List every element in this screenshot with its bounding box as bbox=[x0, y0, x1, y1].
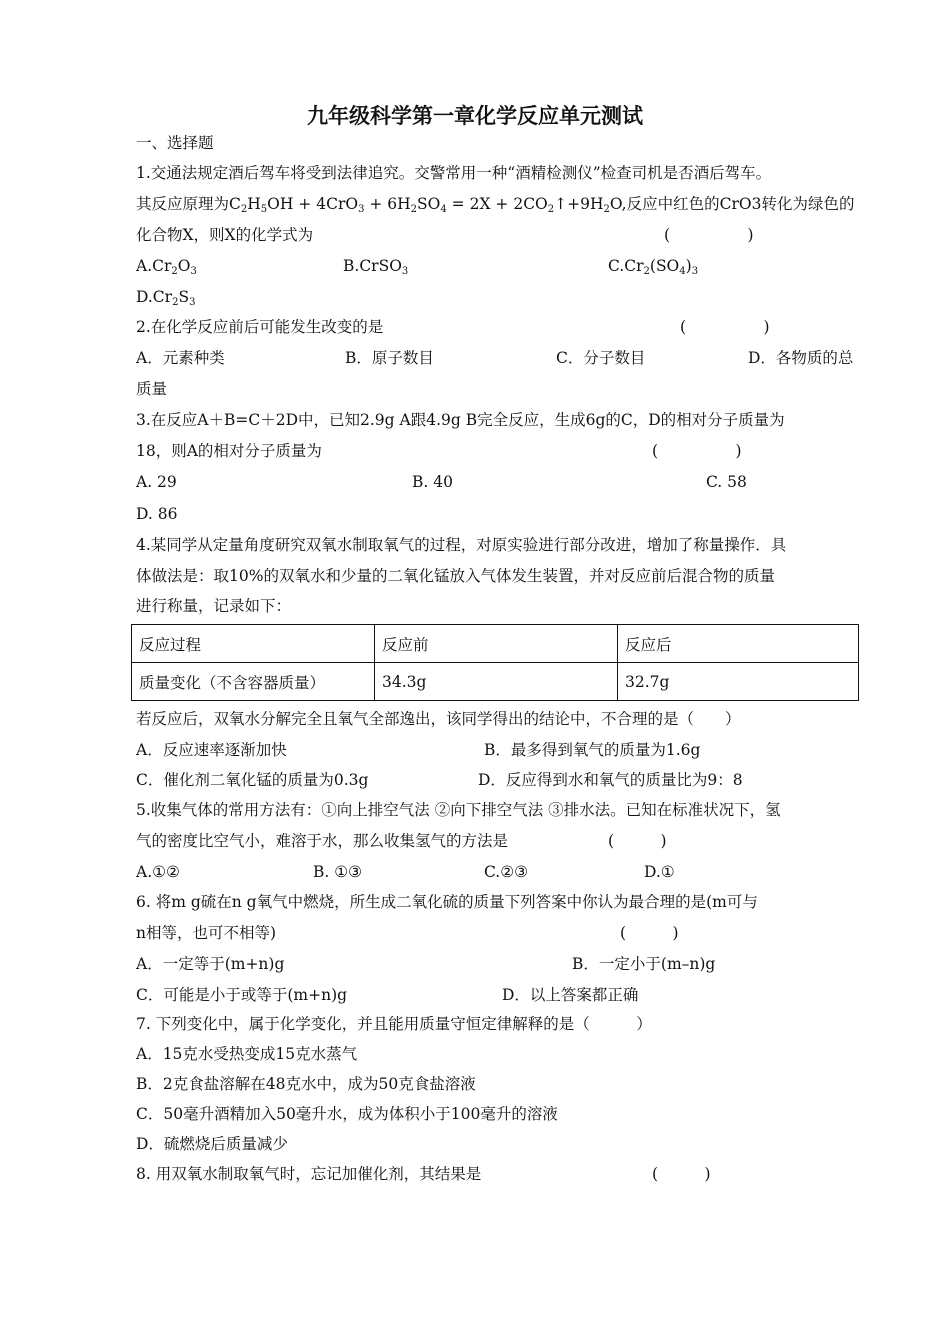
q4-option-d: D．反应得到水和氧气的质量比为9：8 bbox=[478, 771, 743, 789]
q2-answer-paren: ( ) bbox=[680, 318, 770, 336]
q1-option-b: B.CrSO$_3$ bbox=[343, 257, 409, 277]
table-row bbox=[132, 663, 859, 701]
q4-option-b: B．最多得到氧气的质量为1.6g bbox=[484, 741, 701, 759]
q6-line-1: 6. 将m g硫在n g氧气中燃烧，所生成二氧化硫的质量下列答案中你认为最合理的是(m可与 bbox=[136, 893, 758, 911]
table-cell: 质量变化（不含容器质量） bbox=[132, 663, 375, 701]
q6-option-c: C．可能是小于或等于(m+n)g bbox=[136, 986, 348, 1004]
q3-answer-paren: ( ) bbox=[652, 442, 742, 460]
q3-option-d: D. 86 bbox=[136, 505, 178, 523]
q1-line-1: 1.交通法规定酒后驾车将受到法律追究。交警常用一种“酒精检测仪”检查司机是否酒后驾车。 bbox=[136, 164, 772, 182]
q1-answer-paren: ( ) bbox=[664, 226, 754, 244]
q5-line-1: 5.收集气体的常用方法有：①向上排空气法 ②向下排空气法 ③排水法。已知在标准状况下，氢 bbox=[136, 801, 781, 819]
q6-answer-paren: ( ) bbox=[620, 924, 679, 942]
q6-option-b: B．一定小于(m–n)g bbox=[572, 955, 716, 973]
q6-option-d: D．以上答案都正确 bbox=[502, 986, 639, 1004]
mass-record-table bbox=[131, 624, 859, 701]
q4-option-c: C．催化剂二氧化锰的质量为0.3g bbox=[136, 771, 369, 789]
q3-option-b: B. 40 bbox=[412, 473, 453, 491]
q7-stem: 7. 下列变化中，属于化学变化，并且能用质量守恒定律解释的是（ ） bbox=[136, 1015, 652, 1033]
q4-line-4: 若反应后，双氧水分解完全且氧气全部逸出，该同学得出的结论中，不合理的是（ ） bbox=[136, 710, 741, 728]
table-header-cell: 反应前 bbox=[375, 625, 618, 663]
q7-option-d: D．硫燃烧后质量减少 bbox=[136, 1135, 288, 1153]
q4-line-1: 4.某同学从定量角度研究双氧水制取氧气的过程，对原实验进行部分改进，增加了称量操作．具 bbox=[136, 536, 787, 554]
table-header-cell: 反应后 bbox=[618, 625, 859, 663]
section-heading: 一、选择题 bbox=[136, 134, 214, 152]
q6-line-2: n相等，也可不相等) bbox=[136, 924, 277, 942]
q3-option-a: A. 29 bbox=[136, 473, 177, 491]
table-header-row bbox=[132, 625, 859, 663]
q2-option-a: A．元素种类 bbox=[136, 349, 225, 367]
q8-stem: 8. 用双氧水制取氧气时，忘记加催化剂，其结果是 bbox=[136, 1165, 482, 1183]
q2-option-b: B．原子数目 bbox=[345, 349, 434, 367]
table-cell: 32.7g bbox=[618, 663, 859, 701]
q5-option-d: D.① bbox=[644, 863, 675, 881]
q8-answer-paren: ( ) bbox=[652, 1165, 711, 1183]
page-title: 九年级科学第一章化学反应单元测试 bbox=[307, 104, 643, 128]
table-header-cell: 反应过程 bbox=[132, 625, 375, 663]
q7-option-c: C．50毫升酒精加入50毫升水，成为体积小于100毫升的溶液 bbox=[136, 1105, 558, 1123]
q2-option-d-continued: 质量 bbox=[136, 380, 168, 398]
q2-option-d: D．各物质的总 bbox=[748, 349, 854, 367]
q6-option-a: A．一定等于(m+n)g bbox=[136, 955, 285, 973]
q5-option-c: C.②③ bbox=[484, 863, 529, 881]
q1-option-a: $A.Cr_2O_3$ bbox=[136, 257, 197, 277]
q1-line-2: 其反应原理为$C_2H_5OH + 4CrO_3 + 6H_2SO_4 = 2X$ + $2CO_2↑+9H_2O$,反应中红色的CrO3转化为绿色的 bbox=[136, 195, 855, 215]
q1-option-c: $C.Cr_2(SO_4)_3$ bbox=[608, 257, 699, 277]
q7-option-a: A．15克水受热变成15克水蒸气 bbox=[136, 1045, 358, 1063]
q5-option-b: B. ①③ bbox=[313, 863, 363, 881]
q4-line-2: 体做法是：取10%的双氧水和少量的二氧化锰放入气体发生装置，并对反应前后混合物的质量 bbox=[136, 567, 775, 585]
q3-option-c: C. 58 bbox=[706, 473, 747, 491]
q4-line-3: 进行称量，记录如下： bbox=[136, 597, 292, 615]
q3-line-2: 18，则A的相对分子质量为 bbox=[136, 442, 322, 460]
q4-option-a: A．反应速率逐渐加快 bbox=[136, 741, 287, 759]
q2-option-c: C．分子数目 bbox=[556, 349, 646, 367]
q3-line-1: 3.在反应A＋B=C＋2D中，已知2.9g A跟4.9g B完全反应，生成6g的C，D的相对分子质量为 bbox=[136, 411, 785, 429]
table-cell: 34.3g bbox=[375, 663, 618, 701]
q5-option-a: A.①② bbox=[136, 863, 180, 881]
q2-stem: 2.在化学反应前后可能发生改变的是 bbox=[136, 318, 384, 336]
q1-option-d: $D.Cr_2S_3$ bbox=[136, 288, 196, 308]
q5-answer-paren: ( ) bbox=[608, 832, 667, 850]
q1-line-3: 化合物X，则X的化学式为 bbox=[136, 226, 314, 244]
q7-option-b: B．2克食盐溶解在48克水中，成为50克食盐溶液 bbox=[136, 1075, 476, 1093]
q5-line-2: 气的密度比空气小，难溶于水，那么收集氢气的方法是 bbox=[136, 832, 509, 850]
